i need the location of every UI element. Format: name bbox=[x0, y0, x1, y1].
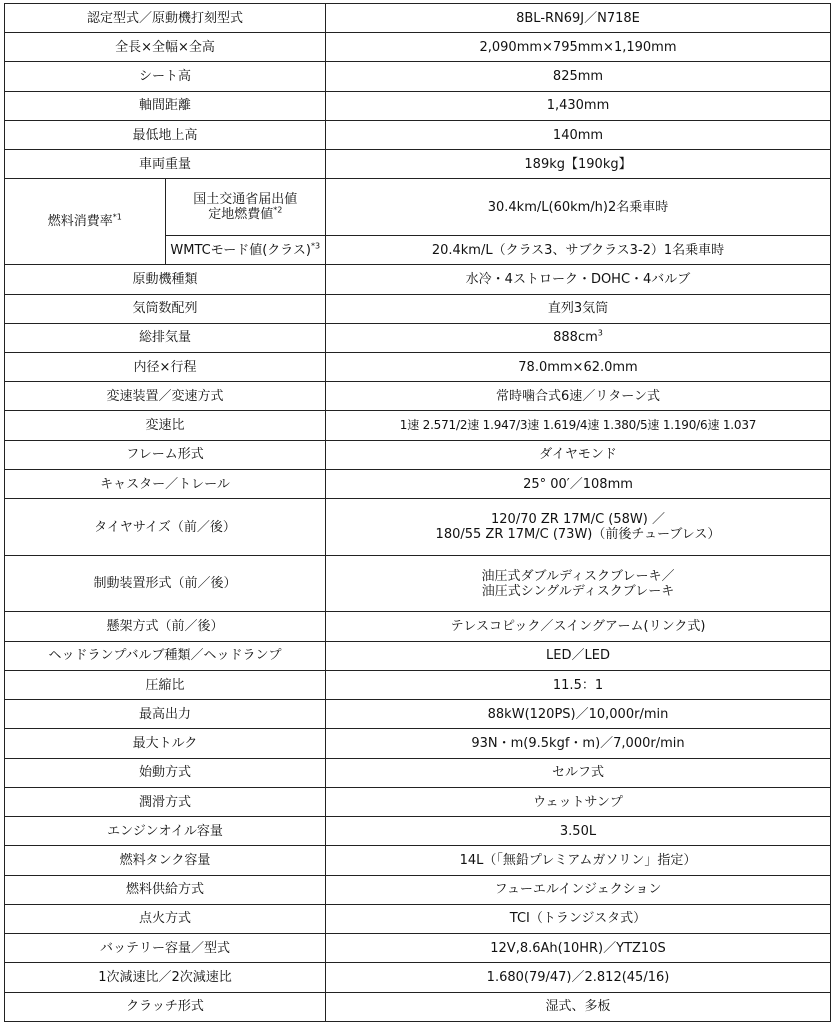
row-value: LED／LED bbox=[326, 641, 831, 670]
fuel-label-text: 燃料消費率 bbox=[47, 214, 113, 230]
row-value: 8BL-RN69J／N718E bbox=[326, 4, 831, 33]
table-row bbox=[5, 91, 831, 120]
row-label: バッテリー容量／型式 bbox=[5, 934, 326, 963]
table-row bbox=[5, 934, 831, 963]
table-row bbox=[5, 120, 831, 149]
row-label: エンジンオイル容量 bbox=[5, 817, 326, 846]
row-value: 直列3気筒 bbox=[326, 294, 831, 323]
table-row bbox=[5, 817, 831, 846]
row-label: 内径×行程 bbox=[5, 353, 326, 382]
row-label: 燃料タンク容量 bbox=[5, 846, 326, 875]
fuel-sub1-note: *2 bbox=[273, 205, 283, 215]
brake-rear: 油圧式シングルディスクブレーキ bbox=[481, 583, 675, 599]
row-value: 湿式、多板 bbox=[326, 992, 831, 1021]
row-label: 変速比 bbox=[5, 411, 326, 440]
row-value: 1速 2.571/2速 1.947/3速 1.619/4速 1.380/5速 1.190/6速 1.037 bbox=[326, 411, 831, 440]
row-value: ウェットサンプ bbox=[326, 787, 831, 816]
row-label: キャスター／トレール bbox=[5, 469, 326, 498]
row-value: 825mm bbox=[326, 62, 831, 91]
table-row bbox=[5, 33, 831, 62]
table-row bbox=[5, 440, 831, 469]
row-value: 3.50L bbox=[326, 817, 831, 846]
fuel-consumption-label bbox=[5, 179, 166, 265]
table-row bbox=[5, 612, 831, 641]
row-label: ヘッドランプバルブ種類／ヘッドランプ bbox=[5, 641, 326, 670]
row-value: セルフ式 bbox=[326, 758, 831, 787]
row-value: 常時噛合式6速／リターン式 bbox=[326, 382, 831, 411]
row-value: ダイヤモンド bbox=[326, 440, 831, 469]
row-label: クラッチ形式 bbox=[5, 992, 326, 1021]
fuel-sub1-line2: 定地燃費値 bbox=[208, 207, 274, 223]
table-row bbox=[5, 670, 831, 699]
row-value: 140mm bbox=[326, 120, 831, 149]
displacement-unit-sup: 3 bbox=[597, 329, 603, 339]
row-value: 189kg【190kg】 bbox=[326, 150, 831, 179]
table-row bbox=[5, 294, 831, 323]
row-label: フレーム形式 bbox=[5, 440, 326, 469]
row-label: 軸間距離 bbox=[5, 91, 326, 120]
fuel-sub2-note: *3 bbox=[310, 241, 321, 251]
table-row bbox=[5, 411, 831, 440]
table-row bbox=[5, 875, 831, 904]
row-label: タイヤサイズ（前／後） bbox=[5, 499, 326, 556]
table-row-fuel-1 bbox=[5, 179, 831, 236]
fuel-sub1-line1: 国土交通省届出値 bbox=[193, 192, 298, 208]
table-row bbox=[5, 700, 831, 729]
row-label: 潤滑方式 bbox=[5, 787, 326, 816]
tire-rear: 180/55 ZR 17M/C (73W)（前後チューブレス） bbox=[435, 527, 721, 542]
fuel-value-wmtc: 20.4km/L（クラス3、サブクラス3-2）1名乗車時 bbox=[326, 236, 831, 265]
row-label: 始動方式 bbox=[5, 758, 326, 787]
table-row bbox=[5, 150, 831, 179]
row-label: 気筒数配列 bbox=[5, 294, 326, 323]
table-row bbox=[5, 469, 831, 498]
row-value: 11.5：1 bbox=[326, 670, 831, 699]
row-label: 認定型式／原動機打刻型式 bbox=[5, 4, 326, 33]
fuel-sub2-text: WMTCモード値(クラス) bbox=[170, 242, 311, 258]
row-label: 懸架方式（前／後） bbox=[5, 612, 326, 641]
fuel-label-note: *1 bbox=[112, 213, 122, 223]
row-value: テレスコピック／スイングアーム(リンク式) bbox=[326, 612, 831, 641]
row-value: TCI（トランジスタ式） bbox=[326, 904, 831, 933]
table-row bbox=[5, 499, 831, 556]
row-value: フューエルインジェクション bbox=[326, 875, 831, 904]
table-row bbox=[5, 758, 831, 787]
tire-front: 120/70 ZR 17M/C (58W) ／ bbox=[491, 512, 665, 527]
table-row bbox=[5, 846, 831, 875]
row-value: 93N・m(9.5kgf・m)／7,000r/min bbox=[326, 729, 831, 758]
table-row bbox=[5, 353, 831, 382]
fuel-sub-label-wmtc bbox=[165, 236, 326, 265]
row-label: 最大トルク bbox=[5, 729, 326, 758]
brake-front: 油圧式ダブルディスクブレーキ／ bbox=[481, 568, 675, 584]
fuel-value-mlit: 30.4km/L(60km/h)2名乗車時 bbox=[326, 179, 831, 236]
row-label: 点火方式 bbox=[5, 904, 326, 933]
row-value: 水冷・4ストローク・DOHC・4バルブ bbox=[326, 265, 831, 294]
row-value: 12V,8.6Ah(10HR)／YTZ10S bbox=[326, 934, 831, 963]
row-value: 1,430mm bbox=[326, 91, 831, 120]
table-row bbox=[5, 729, 831, 758]
table-row bbox=[5, 963, 831, 992]
table-row bbox=[5, 904, 831, 933]
table-row bbox=[5, 641, 831, 670]
spec-sheet bbox=[4, 3, 831, 1022]
row-label: シート高 bbox=[5, 62, 326, 91]
table-row bbox=[5, 265, 831, 294]
row-value: 25° 00′／108mm bbox=[326, 469, 831, 498]
row-label: 総排気量 bbox=[5, 323, 326, 352]
row-label: 最低地上高 bbox=[5, 120, 326, 149]
row-label: 全長×全幅×全高 bbox=[5, 33, 326, 62]
table-row bbox=[5, 992, 831, 1021]
table-row bbox=[5, 4, 831, 33]
row-value: 2,090mm×795mm×1,190mm bbox=[326, 33, 831, 62]
row-label: 原動機種類 bbox=[5, 265, 326, 294]
row-value: 88kW(120PS)／10,000r/min bbox=[326, 700, 831, 729]
spec-table bbox=[4, 3, 831, 1022]
row-value: 78.0mm×62.0mm bbox=[326, 353, 831, 382]
row-label: 変速装置／変速方式 bbox=[5, 382, 326, 411]
fuel-sub-label-mlit bbox=[165, 179, 326, 236]
row-value bbox=[326, 323, 831, 352]
table-row bbox=[5, 382, 831, 411]
row-value bbox=[326, 555, 831, 612]
table-row bbox=[5, 555, 831, 612]
row-value bbox=[326, 499, 831, 556]
row-label: 車両重量 bbox=[5, 150, 326, 179]
table-row bbox=[5, 323, 831, 352]
table-row bbox=[5, 787, 831, 816]
row-value: 14L（「無鉛プレミアムガソリン」指定） bbox=[326, 846, 831, 875]
row-value: 1.680(79/47)／2.812(45/16) bbox=[326, 963, 831, 992]
row-label: 制動装置形式（前／後） bbox=[5, 555, 326, 612]
displacement-value: 888cm bbox=[553, 330, 598, 346]
row-label: 燃料供給方式 bbox=[5, 875, 326, 904]
row-label: 1次減速比／2次減速比 bbox=[5, 963, 326, 992]
row-label: 圧縮比 bbox=[5, 670, 326, 699]
row-label: 最高出力 bbox=[5, 700, 326, 729]
table-row bbox=[5, 62, 831, 91]
